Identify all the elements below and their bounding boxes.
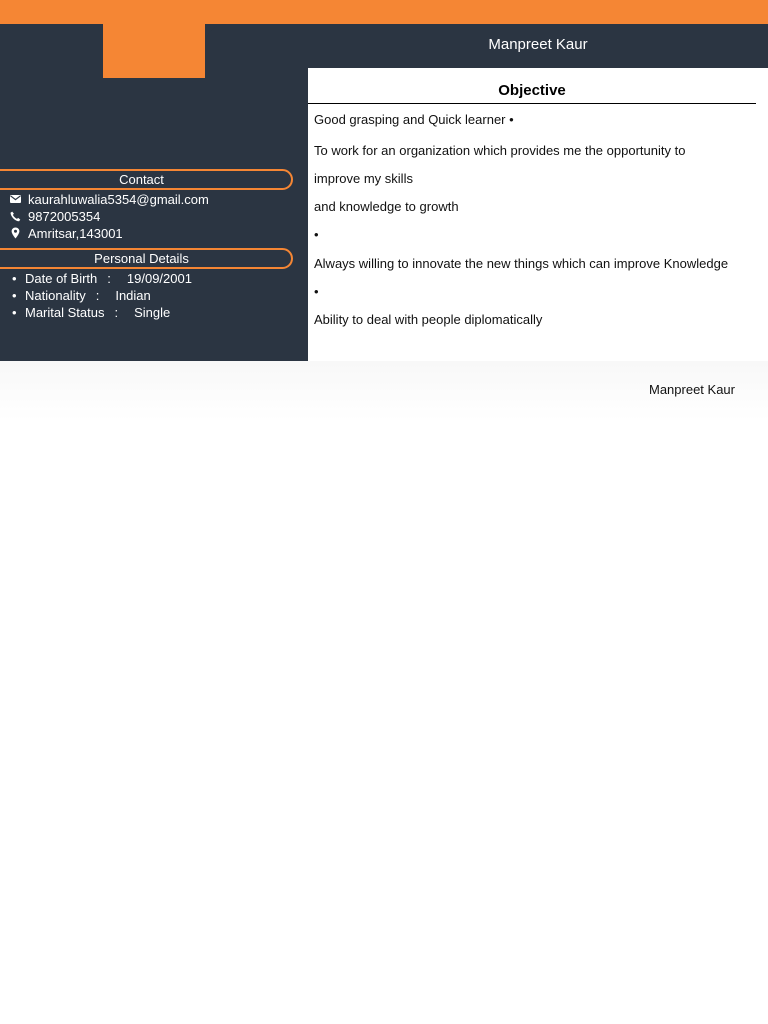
contact-email bbox=[8, 191, 209, 207]
detail-date-of-birth bbox=[12, 270, 192, 286]
phone-icon bbox=[8, 211, 22, 222]
detail-colon: : bbox=[107, 270, 111, 286]
bullet: • bbox=[12, 287, 17, 303]
objective-line: and knowledge to growth bbox=[314, 199, 459, 214]
mail-icon bbox=[8, 195, 22, 203]
bullet: • bbox=[12, 270, 17, 286]
detail-nationality bbox=[12, 287, 151, 303]
personal-details-heading: Personal Details bbox=[0, 248, 293, 269]
detail-marital-status bbox=[12, 304, 170, 320]
objective-line: To work for an organization which provides me the opportunity to bbox=[314, 143, 686, 158]
contact-phone bbox=[8, 208, 100, 224]
detail-label: Date of Birth bbox=[25, 270, 98, 286]
header-accent-bar bbox=[0, 0, 768, 24]
detail-value: Indian bbox=[115, 287, 151, 303]
header-accent-tab bbox=[103, 24, 205, 78]
contact-heading: Contact bbox=[0, 169, 293, 190]
detail-value: 19/09/2001 bbox=[126, 270, 192, 286]
bullet: • bbox=[12, 304, 17, 320]
detail-value: Single bbox=[134, 304, 171, 320]
contact-phone-text: 9872005354 bbox=[28, 208, 101, 224]
location-pin-icon bbox=[8, 227, 22, 239]
contact-location-text: Amritsar,143001 bbox=[28, 225, 123, 241]
detail-colon: : bbox=[114, 304, 119, 320]
detail-colon: : bbox=[95, 287, 100, 303]
detail-label: Nationality bbox=[25, 287, 86, 303]
contact-email-text: kaurahluwalia5354@gmail.com bbox=[28, 191, 209, 207]
objective-divider bbox=[308, 103, 756, 104]
signature-name: Manpreet Kaur bbox=[649, 382, 735, 397]
objective-line: • bbox=[314, 227, 319, 242]
objective-line: Good grasping and Quick learner • bbox=[314, 112, 514, 127]
contact-location bbox=[8, 225, 123, 241]
objective-line: improve my skills bbox=[314, 171, 413, 186]
header-notch-left bbox=[0, 24, 103, 78]
candidate-name: Manpreet Kaur bbox=[488, 36, 588, 53]
objective-line: Ability to deal with people diplomatically bbox=[314, 312, 543, 327]
objective-heading: Objective bbox=[498, 82, 566, 99]
objective-line: Always willing to innovate the new things which can improve Knowledge bbox=[314, 256, 729, 271]
header-notch-right bbox=[205, 24, 308, 78]
detail-label: Marital Status bbox=[25, 304, 105, 320]
objective-line: • bbox=[314, 284, 319, 299]
